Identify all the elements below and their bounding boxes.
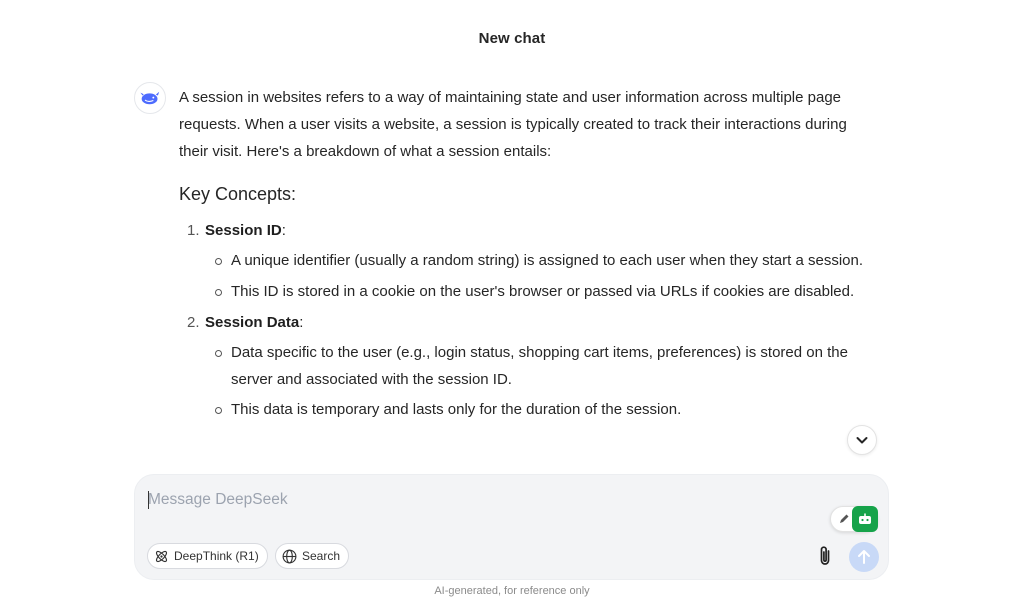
assistant-bot-icon[interactable] — [852, 506, 878, 532]
sub-list-item: This ID is stored in a cookie on the user's browser or passed via URLs if cookies are disabled. — [205, 279, 879, 306]
section-heading: Key Concepts: — [179, 184, 297, 204]
list-item-suffix: : — [299, 314, 304, 331]
message-intro: A session in websites refers to a way of maintaining state and user information across multiple page requests. When a user visits a website, a session is typically created to track their interactions during their visit. Here's a breakdown of what a session entails: — [179, 89, 847, 160]
arrow-up-icon — [857, 549, 871, 565]
paperclip-icon — [817, 545, 833, 567]
search-label: Search — [302, 549, 341, 563]
message-input[interactable] — [148, 489, 748, 511]
sub-list-item: A unique identifier (usually a random string) is assigned to each user when they start a session. — [205, 248, 879, 275]
sub-list — [205, 340, 879, 424]
list-item-title: Session ID — [205, 222, 282, 239]
concept-list — [179, 217, 879, 424]
message-content — [179, 84, 879, 428]
deepseek-whale-icon — [134, 82, 166, 114]
page-title: New chat — [478, 30, 546, 47]
chat-header — [0, 0, 1024, 72]
list-item-heading — [205, 309, 879, 336]
list-item-suffix: : — [281, 222, 286, 239]
list-number: 1. — [187, 222, 200, 239]
message-composer — [134, 474, 889, 580]
sub-list-item: This data is temporary and lasts only for the duration of the session. — [205, 397, 879, 424]
disclaimer: AI-generated, for reference only — [434, 585, 590, 597]
extension-widget[interactable] — [830, 506, 878, 532]
search-button[interactable] — [275, 543, 349, 569]
list-item-title: Session Data — [205, 314, 300, 331]
list-item — [179, 309, 879, 424]
list-number: 2. — [187, 314, 200, 331]
sub-list-item: Data specific to the user (e.g., login status, shopping cart items, preferences) is stored on the server and associated with the session ID. — [205, 340, 879, 393]
sub-list — [205, 248, 879, 305]
deepthink-label: DeepThink (R1) — [174, 549, 259, 563]
scroll-to-bottom-button[interactable] — [847, 425, 877, 455]
globe-icon — [282, 549, 297, 564]
chat-scroll-area[interactable] — [0, 72, 1024, 474]
text-caret — [148, 491, 149, 509]
list-item-heading — [205, 217, 879, 244]
list-item — [179, 217, 879, 305]
chevron-down-icon — [855, 433, 869, 447]
pen-icon — [837, 512, 851, 526]
atom-icon — [154, 549, 169, 564]
deepthink-button[interactable] — [147, 543, 268, 569]
attach-file-button[interactable] — [813, 543, 837, 569]
send-button[interactable] — [849, 542, 879, 572]
